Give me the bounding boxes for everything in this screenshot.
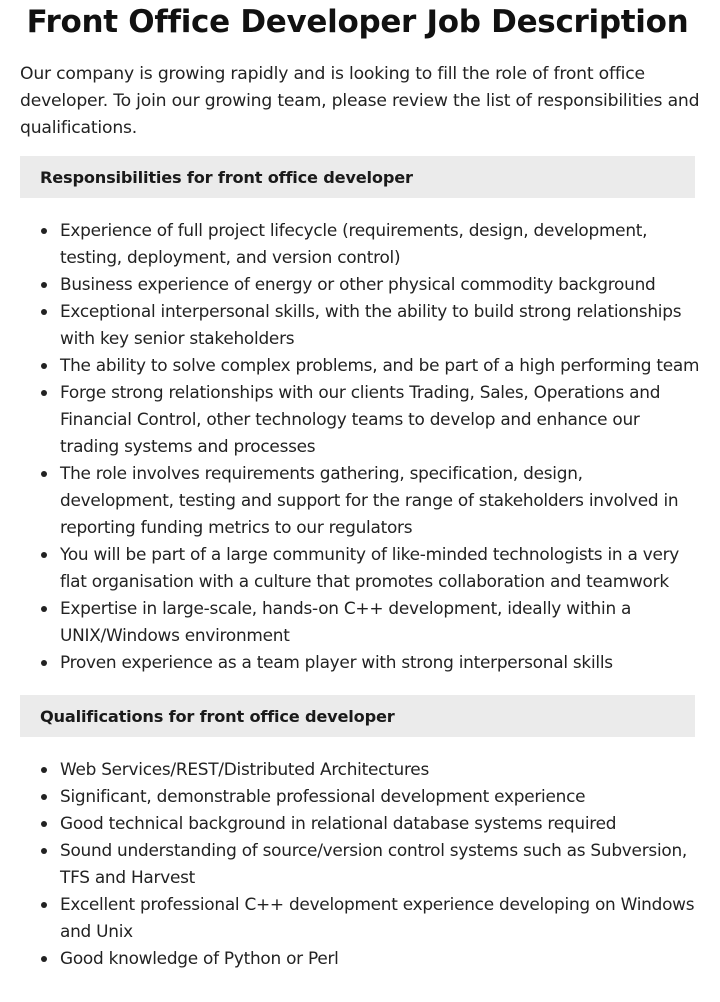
list-item: The role involves requirements gathering, specification, design, development, testing and support for the range of stakeholders involved in reporting funding metrics to our regulators bbox=[60, 460, 700, 541]
list-item: Expertise in large-scale, hands-on C++ development, ideally within a UNIX/Windows environment bbox=[60, 595, 700, 649]
list-item: Business experience of energy or other physical commodity background bbox=[60, 271, 700, 298]
list-item: Excellent professional C++ development experience developing on Windows and Unix bbox=[60, 891, 700, 945]
qualifications-header bbox=[20, 695, 695, 737]
responsibilities-list bbox=[20, 217, 700, 676]
list-item: Significant, demonstrable professional development experience bbox=[60, 783, 700, 810]
intro-paragraph: Our company is growing rapidly and is looking to fill the role of front office developer. To join our growing team, please review the list of responsibilities and qualifications. bbox=[20, 64, 700, 138]
qualifications-heading: Qualifications for front office developer bbox=[40, 706, 395, 726]
list-item: Experience of full project lifecycle (requirements, design, development, testing, deployment, and version control) bbox=[60, 217, 700, 271]
list-item: Forge strong relationships with our clients Trading, Sales, Operations and Financial Control, other technology teams to develop and enhance our trading systems and processes bbox=[60, 379, 700, 460]
list-item: Exceptional interpersonal skills, with the ability to build strong relationships with key senior stakeholders bbox=[60, 298, 700, 352]
list-item: Sound understanding of source/version control systems such as Subversion, TFS and Harvest bbox=[60, 837, 700, 891]
list-item: Proven experience as a team player with strong interpersonal skills bbox=[60, 649, 700, 676]
list-item: You will be part of a large community of like-minded technologists in a very flat organisation with a culture that promotes collaboration and teamwork bbox=[60, 541, 700, 595]
list-item: Good knowledge of Python or Perl bbox=[60, 945, 700, 972]
list-item: Web Services/REST/Distributed Architectures bbox=[60, 756, 700, 783]
page-title: Front Office Developer Job Description bbox=[26, 4, 689, 40]
responsibilities-heading: Responsibilities for front office developer bbox=[40, 167, 413, 187]
qualifications-list bbox=[20, 756, 700, 972]
list-item: The ability to solve complex problems, and be part of a high performing team bbox=[60, 352, 700, 379]
list-item: Good technical background in relational database systems required bbox=[60, 810, 700, 837]
responsibilities-header bbox=[20, 156, 695, 198]
